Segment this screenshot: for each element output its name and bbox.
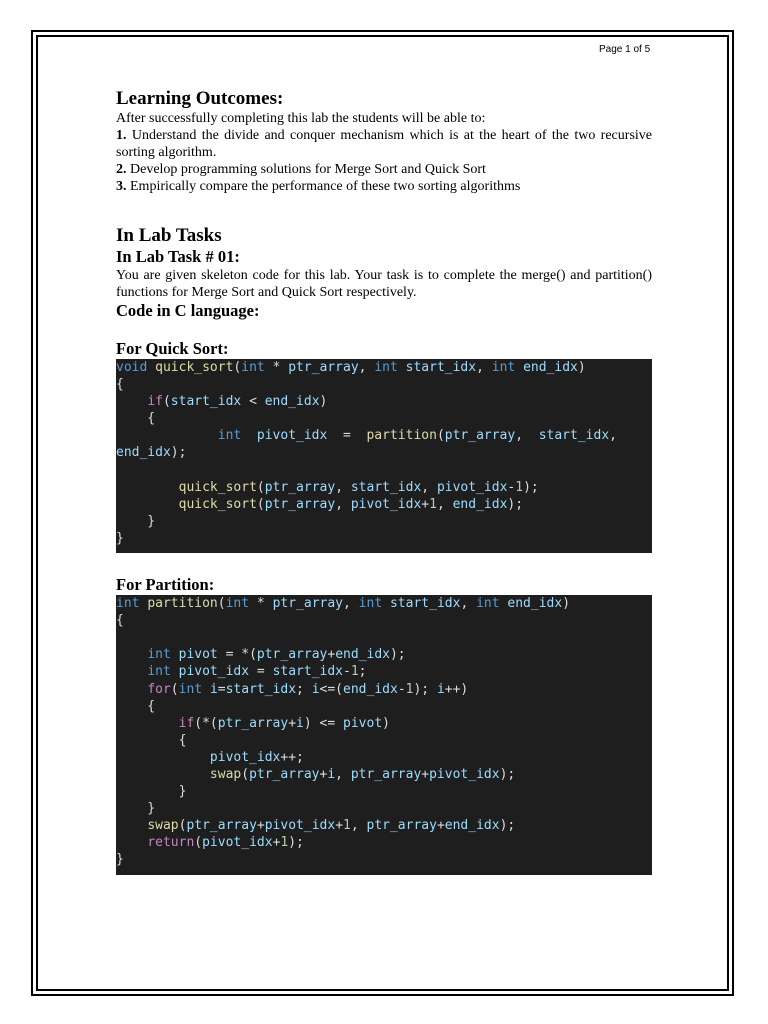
- code-line: int pivot_idx = start_idx-1;: [147, 664, 367, 680]
- code-line: }: [116, 784, 187, 800]
- code-line: }: [116, 852, 124, 868]
- code-line: {: [116, 698, 156, 714]
- code-line: [116, 462, 652, 479]
- code-line: {: [116, 613, 124, 629]
- code-language-heading: Code in C language:: [116, 301, 260, 320]
- code-line: swap(ptr_array+i, ptr_array+pivot_idx);: [209, 766, 516, 782]
- code-line: }: [116, 801, 156, 817]
- code-line: int partition(int * ptr_array, int start_idx, int end_idx): [116, 596, 571, 612]
- quick-sort-code-block: [116, 359, 652, 553]
- code-line: {: [116, 732, 187, 748]
- code-line: pivot_idx++;: [209, 749, 304, 765]
- code-line: if(*(ptr_array+i) <= pivot): [178, 715, 390, 731]
- code-line: quick_sort(ptr_array, pivot_idx+1, end_idx);: [178, 496, 524, 512]
- outcome-item-2: 2. Develop programming solutions for Merge Sort and Quick Sort: [116, 162, 486, 177]
- code-line: {: [116, 377, 124, 393]
- code-line: if(start_idx < end_idx): [147, 394, 328, 410]
- code-line: }: [116, 513, 156, 529]
- outcome-item-1: 1. Understand the divide and conquer mechanism which is at the heart of the two recursive sorting algorithm.: [116, 128, 652, 160]
- code-line: quick_sort(ptr_array, start_idx, pivot_idx-1);: [178, 479, 539, 495]
- code-line: for(int i=start_idx; i<=(end_idx-1); i++): [147, 681, 469, 697]
- code-line: end_idx);: [116, 445, 187, 461]
- document-body: [116, 88, 652, 875]
- in-lab-tasks-heading: In Lab Tasks: [116, 225, 222, 246]
- code-line: }: [116, 530, 124, 546]
- code-line: return(pivot_idx+1);: [147, 835, 304, 851]
- code-line: [116, 629, 652, 646]
- learning-outcomes-heading: Learning Outcomes:: [116, 88, 284, 109]
- quick-sort-heading: For Quick Sort:: [116, 339, 229, 358]
- code-line: void quick_sort(int * ptr_array, int start_idx, int end_idx): [116, 360, 586, 375]
- page-number: Page 1 of 5: [599, 44, 651, 55]
- code-line: swap(ptr_array+pivot_idx+1, ptr_array+end_idx);: [147, 818, 516, 834]
- partition-heading: For Partition:: [116, 575, 215, 595]
- in-lab-task-01-heading: In Lab Task # 01:: [116, 247, 240, 266]
- outcome-item-3: 3. Empirically compare the performance of these two sorting algorithms: [116, 179, 521, 194]
- task-description: You are given skeleton code for this lab. Your task is to complete the merge() and partition() functions for Merge Sort and Quick Sort respectively.: [116, 268, 652, 300]
- code-line: {: [116, 411, 156, 427]
- learning-outcomes-intro: After successfully completing this lab the students will be able to:: [116, 111, 486, 126]
- code-line: int pivot = *(ptr_array+end_idx);: [147, 647, 406, 663]
- code-line: int pivot_idx = partition(ptr_array, start_idx,: [217, 428, 617, 444]
- partition-code-block: [116, 595, 652, 875]
